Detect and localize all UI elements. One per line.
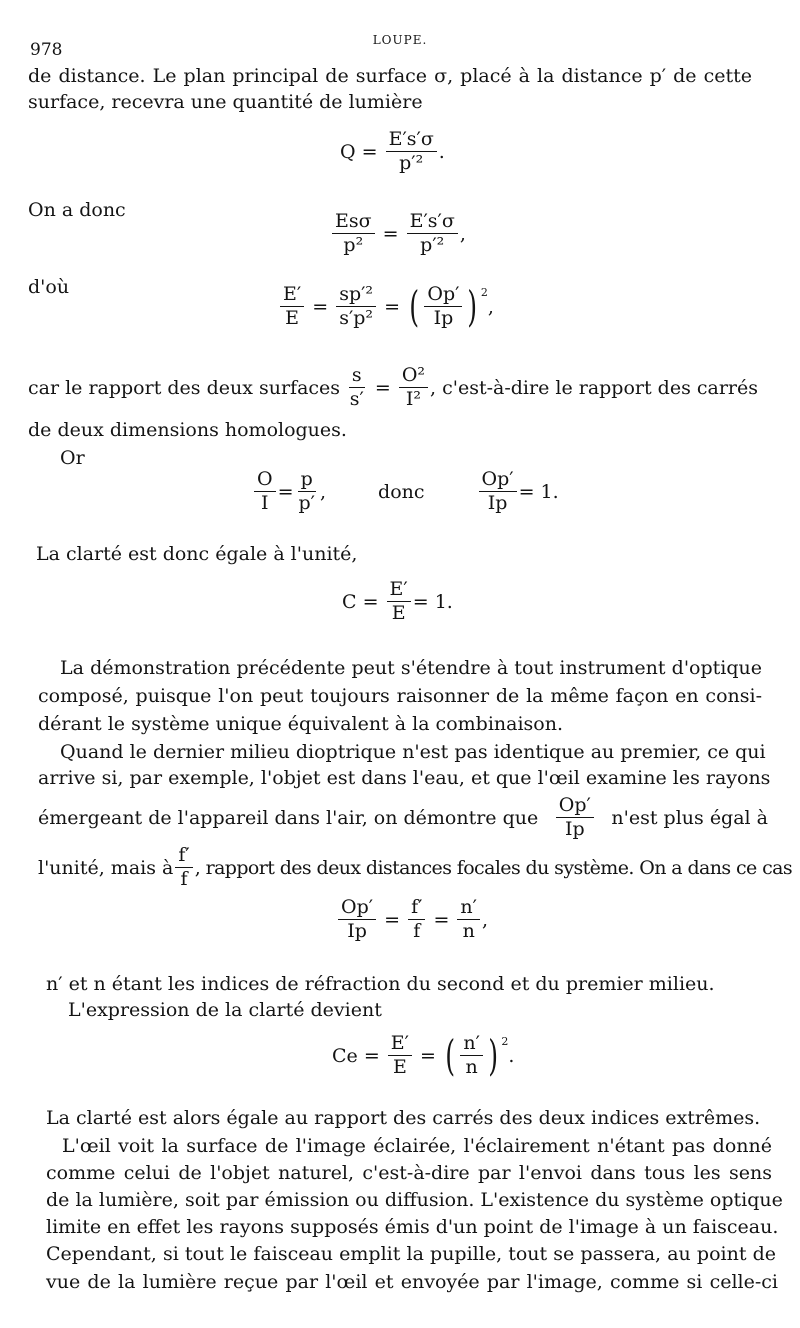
- denominator: p′: [298, 492, 315, 514]
- denominator: n: [462, 920, 475, 942]
- numerator: Op′: [338, 898, 376, 920]
- denominator: I: [261, 492, 269, 514]
- text-line: [38, 844, 793, 890]
- text-line: car le rapport des deux surfaces $\frac{s}{s'}$ = $\frac{\text{O²}}{\text{I²}}$ , c'est-à-dire le rapport des carrés: [28, 364, 758, 410]
- left-paren: (: [445, 1030, 456, 1080]
- denominator: s′: [349, 388, 364, 410]
- numerator: n′: [457, 898, 480, 920]
- text-span: car le rapport des deux surfaces: [28, 376, 341, 399]
- text-line: composé, puisque l'on peut toujours raisonner de la même façon en consi-: [38, 685, 762, 707]
- equation: $\frac{Op'}{Ip}$ = $\frac{f'}{f}$ = $\frac{n'}{n}$ ,: [336, 898, 488, 941]
- text-span: , rapport des deux distances focales du système. On a dans ce cas: [194, 856, 793, 879]
- text-line: Or: [60, 447, 85, 469]
- numerator: sp′²: [336, 285, 376, 307]
- numerator: O²: [399, 366, 428, 388]
- numerator: Esσ: [332, 212, 375, 234]
- equation-term: = 1.: [412, 590, 453, 613]
- punctuation: ,: [487, 295, 494, 318]
- equation-term: = 1.: [518, 480, 559, 503]
- numerator: s: [349, 366, 365, 388]
- equation: $\frac{E'}{E}$ = $\frac{\text{sp′²}}{\text{s′p²}}$ = ( $\frac{Op'}{Ip}$ ) $^2$ ,: [278, 285, 494, 328]
- denominator: E: [285, 307, 300, 329]
- punctuation: .: [508, 1044, 515, 1067]
- denominator: Ip: [564, 818, 585, 840]
- denominator: Ip: [433, 307, 454, 329]
- fraction: [332, 212, 375, 255]
- equation: Q = $\frac{E's'\sigma}{\text{p′²}}$ .: [340, 128, 445, 174]
- denominator: f: [180, 868, 188, 890]
- numerator: O: [254, 470, 276, 492]
- fraction: [254, 470, 276, 513]
- equation-term: Q: [340, 140, 356, 163]
- running-head: LOUPE.: [372, 33, 428, 47]
- fraction: [407, 212, 458, 255]
- fraction: [387, 580, 411, 623]
- punctuation: .: [438, 140, 445, 163]
- denominator: p′²: [420, 234, 445, 256]
- numerator: n′: [460, 1034, 483, 1056]
- text-line: La clarté est donc égale à l'unité,: [36, 543, 358, 565]
- fraction: [338, 898, 376, 941]
- text-line: limite en effet les rayons supposés émis d'un point de l'image à un faisceau.: [46, 1216, 779, 1238]
- denominator: E: [391, 602, 406, 624]
- text-line: de distance. Le plan principal de surface σ, placé à la distance p′ de cette: [28, 65, 752, 87]
- fraction: [280, 285, 304, 328]
- right-paren: ): [488, 1030, 499, 1080]
- text-line: surface, recevra une quantité de lumière: [28, 91, 423, 113]
- numerator: Op′: [424, 285, 462, 307]
- fraction: [460, 1034, 483, 1077]
- equation: $\frac{O}{I}$ = $\frac{p}{p'}$ , donc $\frac{Op'}{Ip}$ = 1.: [252, 470, 559, 513]
- numerator: Op′: [479, 470, 517, 492]
- page-number: 978: [30, 40, 63, 60]
- denominator: n: [465, 1056, 478, 1078]
- numerator: E′s′σ: [386, 130, 437, 152]
- fraction: [457, 898, 480, 941]
- text-span: , c'est-à-dire le rapport des carrés: [430, 376, 758, 399]
- denominator: s′p²: [339, 307, 374, 329]
- punctuation: ,: [481, 908, 489, 931]
- fraction: [347, 366, 367, 409]
- text-span: émergeant de l'appareil dans l'air, on démontre que: [38, 806, 539, 829]
- text-line: L'expression de la clarté devient: [68, 999, 382, 1021]
- text-line: dérant le système unique équivalent à la combinaison.: [38, 713, 564, 735]
- numerator: E′: [388, 1034, 412, 1056]
- numerator: Op′: [556, 796, 594, 818]
- right-paren: ): [467, 281, 478, 331]
- text-line: d'où: [28, 276, 70, 298]
- text-line: On a donc: [28, 199, 126, 221]
- text-line: de la lumière, soit par émission ou diffusion. L'existence du système optique: [46, 1189, 783, 1211]
- text-line: Quand le dernier milieu dioptrique n'est pas identique au premier, ce qui: [60, 741, 766, 763]
- text-line: vue de la lumière reçue par l'œil et envoyée par l'image, comme si celle-ci: [46, 1271, 778, 1293]
- text-line: de deux dimensions homologues.: [28, 419, 347, 441]
- numerator: f′: [408, 898, 425, 920]
- text-line: La démonstration précédente peut s'étendre à tout instrument d'optique: [60, 657, 762, 679]
- numerator: E′: [387, 580, 411, 602]
- numerator: E′s′σ: [407, 212, 458, 234]
- text-line: comme celui de l'objet naturel, c'est-à-dire par l'envoi dans tous les sens: [46, 1162, 772, 1184]
- denominator: p²: [343, 234, 364, 256]
- text-line: [38, 796, 768, 839]
- fraction: [408, 898, 425, 941]
- text-line: arrive si, par exemple, l'objet est dans l'eau, et que l'œil examine les rayons: [38, 767, 771, 789]
- fraction: [336, 285, 376, 328]
- denominator: Ip: [487, 492, 508, 514]
- left-paren: (: [409, 281, 420, 331]
- denominator: E: [392, 1056, 407, 1078]
- denominator: f: [413, 920, 421, 942]
- text-line: n′ et n étant les indices de réfraction du second et du premier milieu.: [46, 973, 715, 995]
- fraction: [296, 470, 318, 513]
- fraction: [424, 285, 462, 328]
- denominator: p′²: [399, 152, 424, 174]
- equation: C = $\frac{E'}{E}$ = 1.: [342, 578, 453, 624]
- equation-word: donc: [378, 480, 425, 503]
- denominator: Ip: [347, 920, 367, 942]
- fraction: [556, 796, 594, 839]
- text-line: Cependant, si tout le faisceau emplit la pupille, tout se passera, au point de: [46, 1243, 776, 1265]
- fraction: [479, 470, 517, 513]
- text-span: l'unité, mais à: [38, 856, 174, 879]
- denominator: I²: [405, 388, 421, 410]
- fraction: [386, 130, 437, 173]
- text-line: L'œil voit la surface de l'image éclairée, l'éclairement n'étant pas donné: [62, 1135, 772, 1157]
- text-span: n'est plus égal à: [611, 806, 768, 829]
- equation-term: C: [342, 590, 357, 613]
- numerator: E′: [280, 285, 304, 307]
- numerator: f′: [175, 846, 192, 868]
- fraction: [388, 1034, 412, 1077]
- equation: Ce = $\frac{E'}{E}$ = ( $\frac{n'}{n}$ ) $^2$ .: [332, 1030, 515, 1080]
- equation-term: Ce: [332, 1044, 358, 1067]
- text-line: La clarté est alors égale au rapport des carrés des deux indices extrêmes.: [46, 1107, 761, 1129]
- fraction: [399, 366, 428, 409]
- equation: $\frac{\text{Esσ}}{\text{p²}}$ = $\frac{E's'\sigma}{\text{p′²}}$ ,: [330, 212, 466, 255]
- fraction: [175, 846, 192, 889]
- numerator: p: [298, 470, 316, 492]
- punctuation: ,: [459, 222, 466, 245]
